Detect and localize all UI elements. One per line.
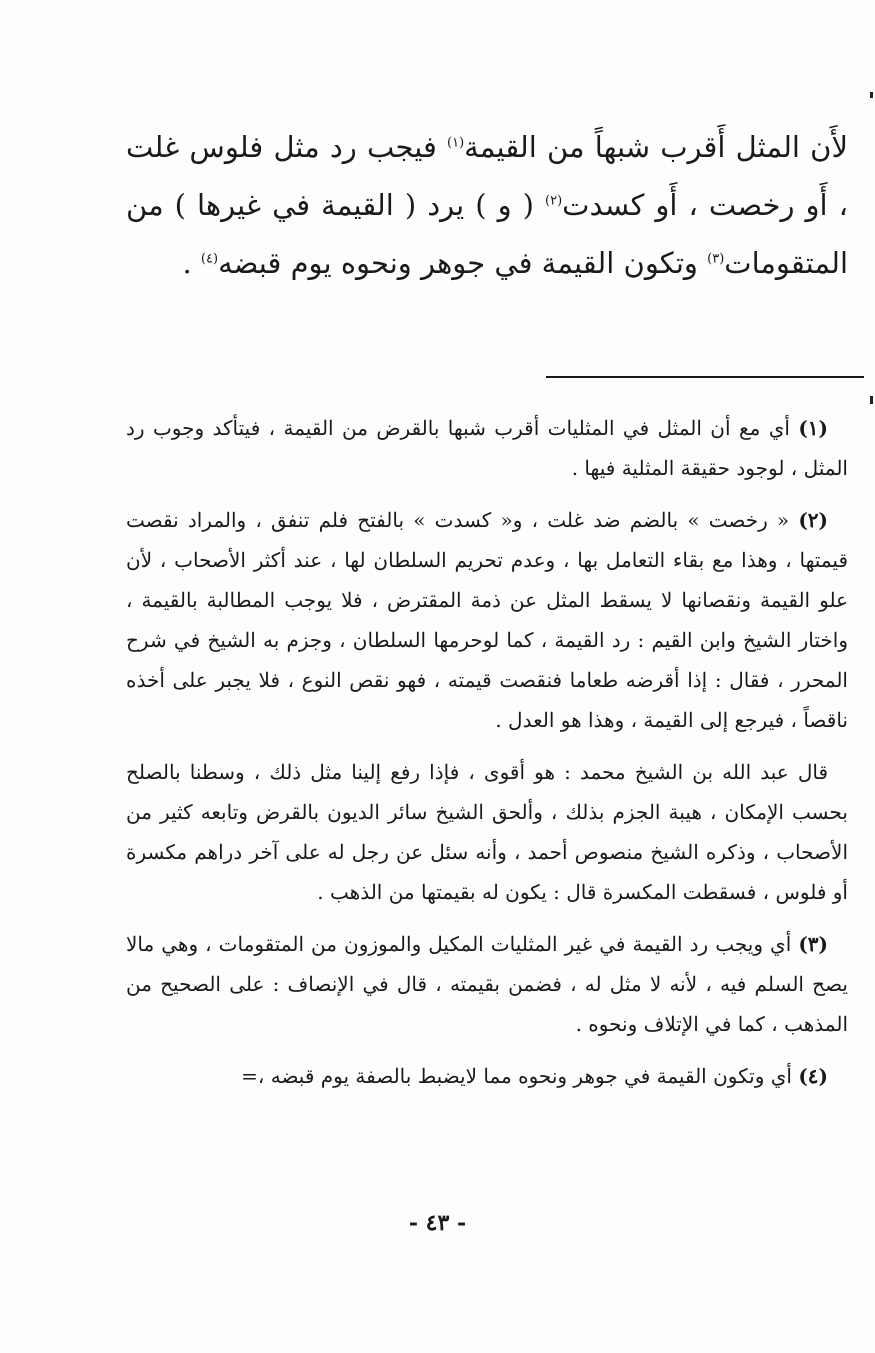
footnote-number: (١) (798, 416, 828, 440)
footnote-2 (126, 500, 848, 740)
footnote-2-continuation (126, 752, 848, 912)
scan-edge-mark-top (870, 92, 873, 98)
main-paragraph (126, 118, 848, 292)
footnote-1 (126, 408, 848, 488)
main-text-block (126, 118, 848, 292)
footnote-separator (546, 376, 864, 378)
footnote-text: أي ويجب رد القيمة في غير المثليات المكيل والموزون من المتقومات ، وهي مالا يصح السلم فيه ، لأنه لا مثل له ، فضمن بقيمته ، قال في الإنصاف : على الصحيح من المذهب ، كما في الإتلاف ونحوه . (126, 932, 848, 1036)
footnote-number: (٣) (798, 932, 828, 956)
footnote-4 (126, 1056, 848, 1096)
footnote-ref-4: (٤) (200, 251, 219, 267)
footnote-text: أي وتكون القيمة في جوهر ونحوه مما لايضبط بالصفة يوم قبضه ،= (241, 1064, 799, 1088)
footnote-number: (٢) (798, 508, 828, 532)
page-number: - ٤٣ - (408, 1210, 467, 1236)
scan-edge-mark-middle (870, 396, 873, 404)
footnotes-section (126, 408, 848, 1108)
footnote-text: أي مع أن المثل في المثليات أقرب شبها بالقرض من القيمة ، فيتأكد وجوب رد المثل ، لوجود حقيقة المثلية فيها . (126, 416, 848, 480)
main-text-segment: ( و ) يرد ( القيمة في غيرها ) من المتقومات (126, 188, 848, 280)
main-text-segment: لأَن المثل أَقرب شبهاً من القيمة (464, 130, 848, 164)
footnote-text: « رخصت » بالضم ضد غلت ، و« كسدت » بالفتح فلم تنفق ، والمراد نقصت قيمتها ، وهذا مع بقاء التعامل بها ، وعدم تحريم السلطان لها ، عند أكثر الأصحاب ، لأن علو القيمة ونقصانها لا يسقط المثل عن ذمة المقترض ، فلا يوجب المطالبة بالقيمة ، واختار الشيخ وابن القيم : رد القيمة ، كما لوحرمها السلطان ، وجزم به الشيخ في شرح المحرر ، فقال : إذا أقرضه طعاما فنقصت قيمته ، فهو نقص النوع ، فلا يجبر على أخذه ناقصاً ، فيرجع إلى القيمة ، وهذا هو العدل . (126, 508, 849, 732)
footnote-ref-2: (٢) (545, 193, 563, 209)
footnote-ref-1: (١) (447, 135, 465, 151)
footnote-number: (٤) (798, 1064, 828, 1088)
main-text-segment: وتكون القيمة في جوهر ونحوه يوم قبضه (218, 246, 708, 280)
footnote-3 (126, 924, 848, 1044)
main-text-segment: . (182, 246, 201, 280)
main-text-segment: فيجب رد مثل فلوس غلت ، أَو رخصت ، أَو كسدت (126, 130, 848, 222)
footnote-ref-3: (٣) (707, 251, 725, 267)
footnote-text: قال عبد الله بن الشيخ محمد : هو أقوى ، فإذا رفع إلينا مثل ذلك ، وسطنا بالصلح بحسب الإمكان ، هيبة الجزم بذلك ، وألحق الشيخ سائر الديون بالقرض وتابعه كثير من الأصحاب ، وذكره الشيخ منصوص أحمد ، وأنه سئل عن رجل له على آخر دراهم مكسرة أو فلوس ، فسقطت المكسرة قال : يكون له بقيمتها من الذهب . (126, 760, 848, 904)
